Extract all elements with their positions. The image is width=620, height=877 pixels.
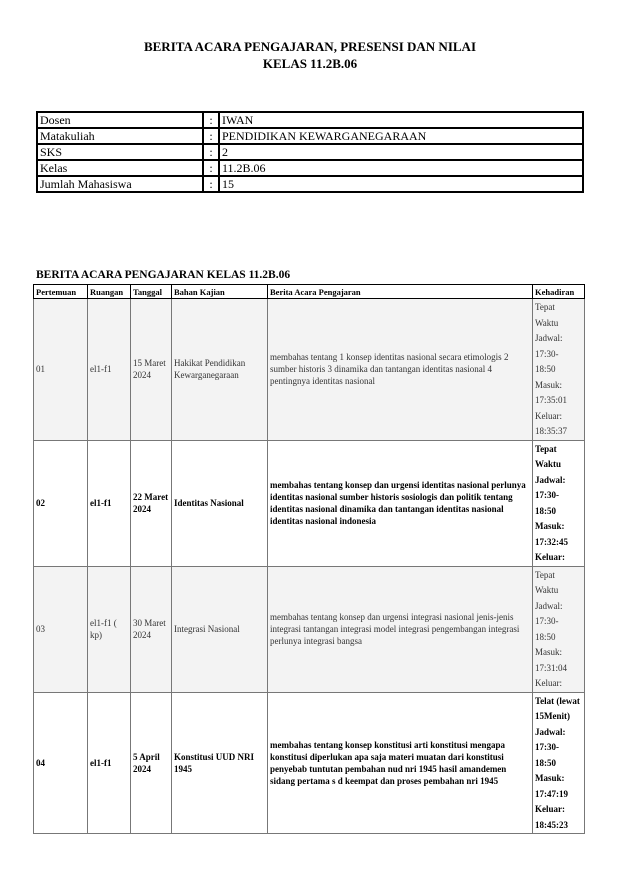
cell-ruangan: el1-f1 (88, 440, 131, 566)
cell-berita-acara: membahas tentang konsep konstitusi arti konstitusi mengapa konstitusi diperlukan apa saja materi muatan dari konstitusi penyebab tuntutan pembahan nud nri 1945 hasil amandemen sidang pertama s d keempat dan proses pembahan nri 1945 (268, 692, 533, 834)
info-row-dosen (37, 112, 583, 128)
cell-tanggal: 30 Maret 2024 (131, 566, 172, 692)
kehadiran-line: Waktu (535, 585, 559, 595)
kehadiran-line: 18:35:37 (535, 426, 568, 436)
kehadiran-line: 15Menit) (535, 711, 570, 721)
cell-ruangan: el1-f1 ( kp) (88, 566, 131, 692)
section-title: BERITA ACARA PENGAJARAN KELAS 11.2B.06 (36, 269, 291, 281)
cell-tanggal: 22 Maret 2024 (131, 440, 172, 566)
info-value: 15 (219, 176, 583, 192)
info-separator: : (203, 112, 219, 128)
cell-kehadiran (533, 440, 585, 566)
cell-kehadiran (533, 692, 585, 834)
kehadiran-line: 18:50 (535, 505, 556, 516)
table-row (34, 692, 585, 834)
kehadiran-line: Masuk: (535, 379, 562, 390)
kehadiran-line: Tepat (535, 569, 555, 580)
header-pertemuan: Pertemuan (34, 285, 88, 299)
title-line-1: BERITA ACARA PENGAJARAN, PRESENSI DAN NILAI (143, 39, 477, 54)
table-row (34, 440, 585, 566)
kehadiran-line: 17:47:19 (535, 788, 568, 799)
kehadiran-line: Keluar: (535, 410, 562, 421)
kehadiran-line: 17:30- (535, 742, 559, 752)
kehadiran-line: 17:32:45 (535, 536, 568, 547)
info-value: IWAN (219, 112, 583, 128)
header-ruangan: Ruangan (88, 285, 131, 299)
info-row-matakuliah (37, 128, 583, 144)
info-value: PENDIDIKAN KEWARGANEGARAAN (219, 128, 583, 144)
header-bahan-kajian: Bahan Kajian (172, 285, 268, 299)
kehadiran-line: Masuk: (535, 773, 565, 783)
kehadiran-line: 17:30- (535, 348, 559, 359)
cell-kehadiran (533, 566, 585, 692)
info-row-sks (37, 144, 583, 160)
course-info-table (36, 111, 584, 193)
info-label: Jumlah Mahasiswa (37, 176, 203, 192)
cell-ruangan: el1-f1 (88, 692, 131, 834)
cell-pertemuan: 04 (34, 692, 88, 834)
kehadiran-line: Waktu (535, 317, 559, 328)
kehadiran-line: 18:45:23 (535, 819, 568, 830)
cell-kehadiran (533, 299, 585, 441)
kehadiran-line: Keluar: (535, 804, 565, 814)
info-label: SKS (37, 144, 203, 160)
info-label: Dosen (37, 112, 203, 128)
info-row-kelas (37, 160, 583, 176)
kehadiran-line: Tepat (535, 302, 555, 312)
table-header-row (34, 285, 585, 299)
cell-pertemuan: 03 (34, 566, 88, 692)
berita-acara-table (33, 284, 585, 834)
cell-tanggal: 15 Maret 2024 (131, 299, 172, 441)
cell-pertemuan: 01 (34, 299, 88, 441)
kehadiran-line: 18:50 (535, 631, 556, 642)
kehadiran-line: Telat (lewat (535, 695, 580, 706)
info-separator: : (203, 176, 219, 192)
header-tanggal: Tanggal (131, 285, 172, 299)
kehadiran-line: Keluar: (535, 678, 562, 688)
cell-pertemuan: 02 (34, 440, 88, 566)
kehadiran-line: Keluar: (535, 552, 565, 562)
kehadiran-line: Jadwal: (535, 726, 566, 737)
cell-bahan-kajian: Konstitusi UUD NRI 1945 (172, 692, 268, 834)
kehadiran-line: 17:35:01 (535, 395, 568, 405)
cell-bahan-kajian: Integrasi Nasional (172, 566, 268, 692)
info-label: Kelas (37, 160, 203, 176)
info-separator: : (203, 128, 219, 144)
cell-ruangan: el1-f1 (88, 299, 131, 441)
info-value: 11.2B.06 (219, 160, 583, 176)
cell-berita-acara: membahas tentang konsep dan urgensi identitas nasional perlunya identitas nasional sumber historis sosiologis dan politik tentang identitas nasional dinamika dan tantangan identitas nasional identitas nasional indonesia (268, 440, 533, 566)
cell-bahan-kajian: Identitas Nasional (172, 440, 268, 566)
kehadiran-line: Jadwal: (535, 474, 566, 485)
kehadiran-line: 17:31:04 (535, 662, 568, 673)
kehadiran-line: Jadwal: (535, 333, 563, 343)
info-row-jumlah-mahasiswa (37, 176, 583, 192)
kehadiran-line: Tepat (535, 443, 557, 454)
cell-tanggal: 5 April 2024 (131, 692, 172, 834)
page-title (0, 38, 620, 72)
kehadiran-line: Masuk: (535, 647, 562, 657)
info-separator: : (203, 144, 219, 160)
cell-bahan-kajian: Hakikat Pendidikan Kewarganegaraan (172, 299, 268, 441)
kehadiran-line: Jadwal: (535, 600, 563, 611)
info-separator: : (203, 160, 219, 176)
title-line-2: KELAS 11.2B.06 (262, 56, 358, 71)
kehadiran-line: Masuk: (535, 521, 565, 531)
cell-berita-acara: membahas tentang 1 konsep identitas nasional secara etimologis 2 sumber historis 3 dinamika dan tantangan identitas nasional 4 pentingnya identitas nasional (268, 299, 533, 441)
table-row (34, 299, 585, 441)
kehadiran-line: 17:30- (535, 490, 559, 500)
info-label: Matakuliah (37, 128, 203, 144)
header-kehadiran: Kehadiran (533, 285, 585, 299)
cell-berita-acara: membahas tentang konsep dan urgensi integrasi nasional jenis-jenis integrasi tantangan integrasi model integrasi pengembangan integrasi perlunya integrasi bangsa (268, 566, 533, 692)
kehadiran-line: Waktu (535, 459, 562, 469)
table-row (34, 566, 585, 692)
kehadiran-line: 18:50 (535, 364, 556, 374)
info-value: 2 (219, 144, 583, 160)
kehadiran-line: 18:50 (535, 757, 556, 768)
header-berita-acara: Berita Acara Pengajaran (268, 285, 533, 299)
kehadiran-line: 17:30- (535, 616, 559, 626)
